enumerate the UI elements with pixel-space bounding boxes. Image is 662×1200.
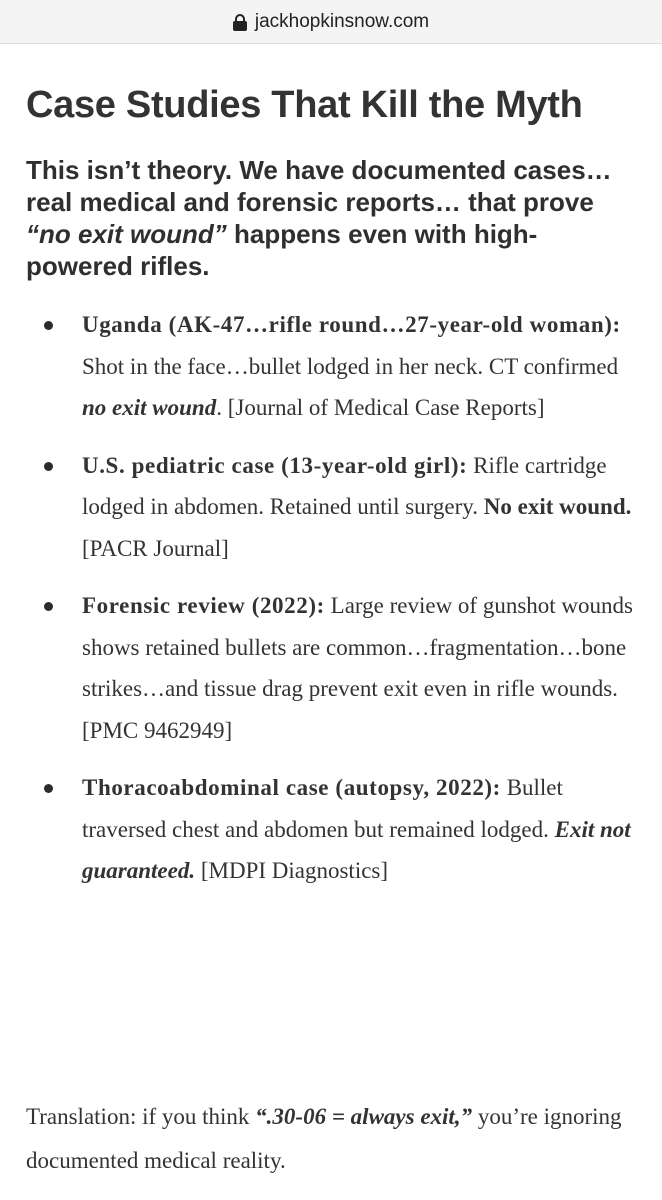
list-item <box>26 767 642 892</box>
case-text: Rifle cartridge lodged in abdomen. Retained until surgery. <box>82 452 607 519</box>
url-text: jackhopkinsnow.com <box>254 10 430 32</box>
translation-emphasis: “.30-06 = always exit,” <box>255 1104 473 1129</box>
list-item <box>26 585 642 751</box>
article-body <box>26 84 642 908</box>
case-citation: [PACR Journal] <box>82 535 229 561</box>
list-item <box>26 304 642 429</box>
page-title: Case Studies That Kill the Myth <box>26 84 583 126</box>
case-emphasis: no exit wound <box>82 395 217 420</box>
case-citation: [MDPI Diagnostics] <box>195 858 389 883</box>
bullet-icon <box>44 462 53 471</box>
bullet-icon <box>44 602 53 611</box>
case-text: Large review of gunshot wounds shows retained bullets are common…fragmentation…bone strikes…and tissue drag prevent exit even in rifle wounds. [PMC 9462949] <box>82 593 633 743</box>
case-emphasis: Exit not guaranteed. <box>82 816 631 883</box>
translation-text-before: Translation: if you think <box>26 1104 256 1129</box>
intro-emphasis: “no exit wound” <box>26 219 227 249</box>
case-lead: Forensic review (2022): <box>82 593 325 618</box>
address-bar[interactable] <box>0 0 662 44</box>
intro-text-before: This isn’t theory. We have documented cases…real medical and forensic reports… that prove <box>26 155 612 217</box>
intro-paragraph <box>26 154 642 282</box>
lock-icon <box>233 14 247 31</box>
translation-text-after: you’re ignoring documented medical reality. <box>26 1104 622 1173</box>
case-emphasis: No exit wound. <box>483 494 632 519</box>
intro-text-after: happens even with high-powered rifles. <box>26 219 538 281</box>
bullet-icon <box>44 784 53 793</box>
case-text: Bullet traversed chest and abdomen but remained lodged. <box>82 775 563 842</box>
list-item <box>26 445 642 570</box>
case-list <box>26 304 642 892</box>
translation-paragraph <box>26 1095 642 1183</box>
case-citation: . [Journal of Medical Case Reports] <box>216 395 545 420</box>
case-lead: Uganda (AK-47…rifle round…27-year-old woman): <box>82 312 621 337</box>
case-lead: U.S. pediatric case (13-year-old girl): <box>82 452 468 478</box>
bullet-icon <box>44 321 53 330</box>
case-lead: Thoracoabdominal case (autopsy, 2022): <box>82 775 501 800</box>
case-text: Shot in the face…bullet lodged in her neck. CT confirmed <box>82 353 619 379</box>
